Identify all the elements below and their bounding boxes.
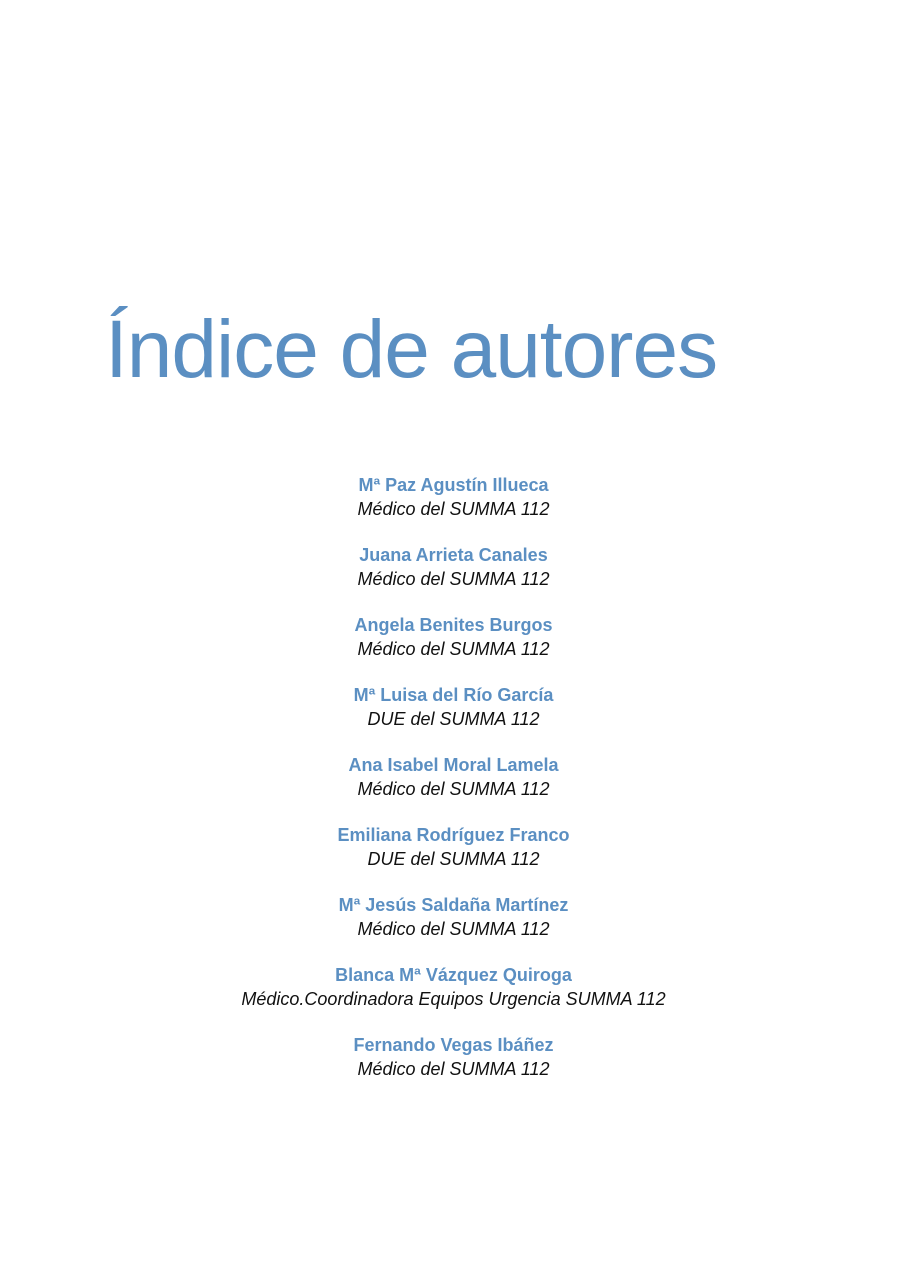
page-title: Índice de autores	[105, 304, 718, 395]
author-name: Ana Isabel Moral Lamela	[348, 755, 559, 775]
author-role: Médico.Coordinadora Equipos Urgencia SUMMA 112	[241, 989, 666, 1009]
author-name: Blanca Mª Vázquez Quiroga	[335, 965, 572, 985]
author-name: Juana Arrieta Canales	[359, 545, 548, 565]
author-entry	[0, 823, 907, 893]
author-role: Médico del SUMMA 112	[357, 779, 550, 799]
author-entry	[0, 1033, 907, 1103]
author-name: Angela Benites Burgos	[354, 615, 553, 635]
author-entry	[0, 683, 907, 753]
author-role: Médico del SUMMA 112	[357, 1059, 550, 1079]
author-role: Médico del SUMMA 112	[357, 639, 550, 659]
author-list	[0, 473, 907, 1103]
author-entry	[0, 963, 907, 1033]
author-name: Mª Paz Agustín Illueca	[358, 475, 549, 495]
author-role: DUE del SUMMA 112	[367, 709, 540, 729]
author-entry	[0, 543, 907, 613]
author-entry	[0, 893, 907, 963]
author-name: Mª Jesús Saldaña Martínez	[338, 895, 569, 915]
author-entry	[0, 613, 907, 683]
author-role: DUE del SUMMA 112	[367, 849, 540, 869]
author-entry	[0, 473, 907, 543]
author-role: Médico del SUMMA 112	[357, 919, 550, 939]
author-role: Médico del SUMMA 112	[357, 499, 550, 519]
author-name: Emiliana Rodríguez Franco	[337, 825, 570, 845]
author-entry	[0, 753, 907, 823]
author-name: Fernando Vegas Ibáñez	[353, 1035, 554, 1055]
author-name: Mª Luisa del Río García	[353, 685, 554, 705]
author-role: Médico del SUMMA 112	[357, 569, 550, 589]
